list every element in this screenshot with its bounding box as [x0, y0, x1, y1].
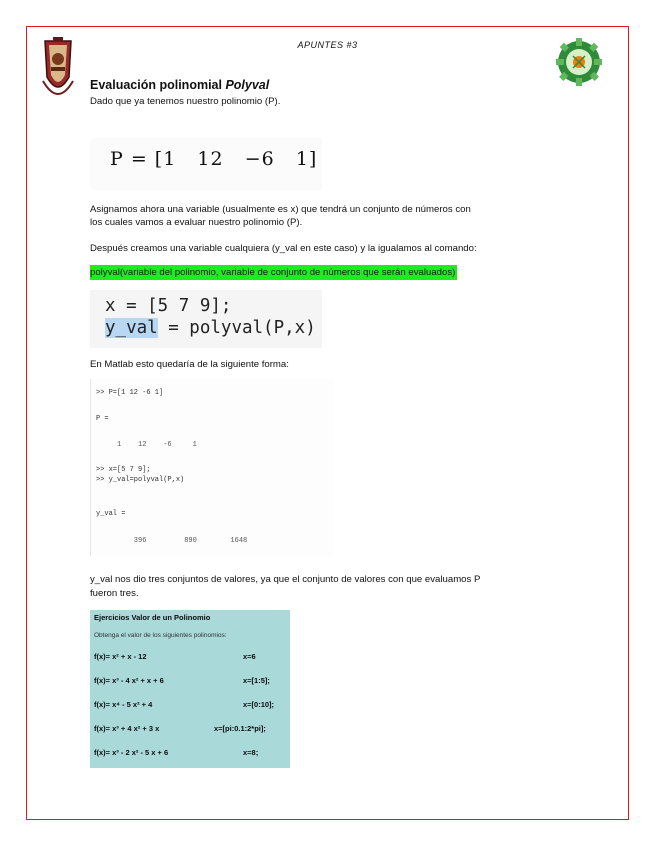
- exercise-x-values: x=[pi:0.1:2*pi];: [214, 724, 266, 733]
- matlab-intro: En Matlab esto quedaría de la siguiente forma:: [90, 359, 289, 370]
- selected-variable: y_val: [105, 318, 158, 338]
- exercise-function: f(x)= x³ - 2 x² - 5 x + 6: [94, 748, 169, 757]
- page-header-title: APUNTES #3: [297, 40, 358, 50]
- exercises-subtitle: Obtenga el valor de los siguientes polinomios:: [94, 632, 227, 639]
- exercise-x-values: x=6: [243, 652, 256, 661]
- exercise-x-values: x=[0:10];: [243, 700, 275, 709]
- matlab-line-4: >> x=[5 7 9];: [96, 466, 151, 474]
- section-heading: [90, 78, 269, 92]
- exercise-function: f(x)= x⁴ - 5 x² + 4: [94, 700, 153, 709]
- matlab-line-5: >> y_val=polyval(P,x): [96, 476, 185, 484]
- para1-line2: los cuales vamos a evaluar nuestro polinomio (P).: [90, 217, 303, 228]
- exercises-title: Ejercicios Valor de un Polinomio: [94, 613, 211, 622]
- matlab-line-7: 396 890 1648: [96, 537, 248, 545]
- exercise-x-values: x=[1:5];: [243, 676, 270, 685]
- exercise-function: f(x)= x³ - 4 x² + x + 6: [94, 676, 164, 685]
- matlab-line-6: y_val =: [96, 510, 126, 518]
- intro-text: Dado que ya tenemos nuestro polinomio (P).: [90, 96, 281, 107]
- conclusion-line2: fueron tres.: [90, 588, 139, 599]
- exercise-x-values: x=8;: [243, 748, 259, 757]
- heading-italic: Polyval: [225, 78, 270, 92]
- code-line-2-rest: = polyval(P,x): [157, 318, 316, 338]
- para1-line1: Asignamos ahora una variable (usualmente es x) que tendrá un conjunto de números con: [90, 204, 471, 215]
- matlab-line-2: P =: [96, 415, 109, 423]
- heading-text: Evaluación polinomial: [90, 78, 226, 92]
- conclusion-line1: y_val nos dio tres conjuntos de valores, ya que el conjunto de valores con que evaluamos P: [90, 574, 481, 585]
- green-gear-emblem-icon: [553, 38, 605, 86]
- matlab-line-3: 1 12 -6 1: [96, 441, 197, 449]
- polynomial-equation: P = [1 12 −6 1]: [110, 148, 318, 170]
- code-line-1: x = [5 7 9];: [105, 296, 232, 316]
- polyval-syntax-highlight: polyval(variable del polinomio, variable de conjunto de números que serán evaluados): [90, 267, 456, 278]
- exercise-function: f(x)= x³ + 4 x² + 3 x: [94, 724, 160, 733]
- para2-text: Después creamos una variable cualquiera (y_val en este caso) y la igualamos al comando:: [90, 243, 477, 254]
- code-line-2: [105, 318, 316, 338]
- exercise-function: f(x)= x² + x - 12: [94, 652, 147, 661]
- matlab-line-1: >> P=[1 12 -6 1]: [96, 389, 164, 397]
